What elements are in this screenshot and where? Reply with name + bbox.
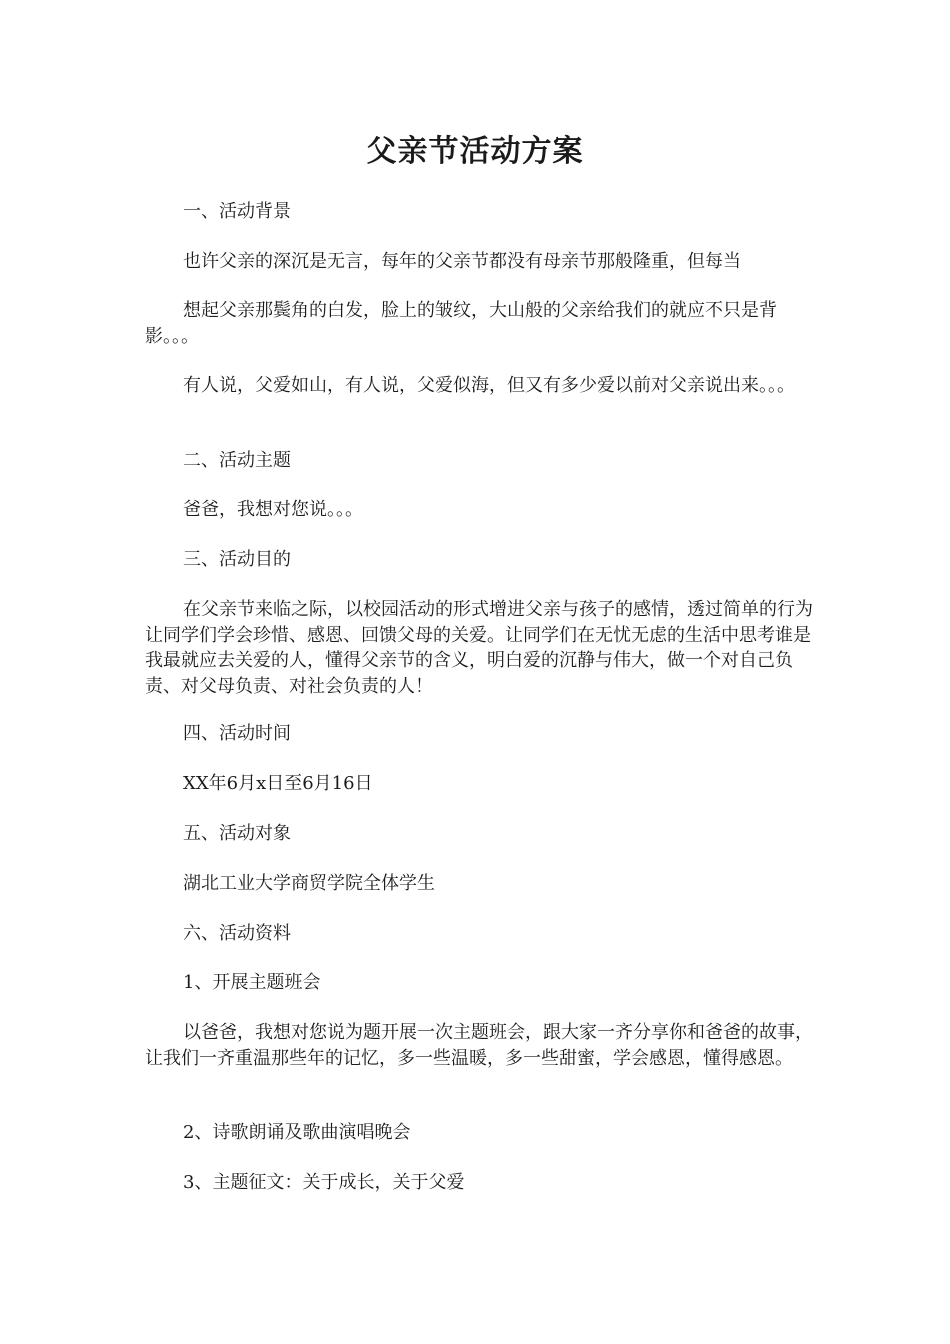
paragraph-background-2: 想起父亲那鬓角的白发，脸上的皱纹，大山般的父亲给我们的就应不只是背影。。。 xyxy=(145,300,777,347)
paragraph-theme: 爸爸，我想对您说。。。 xyxy=(183,499,363,520)
paragraph-purpose: 在父亲节来临之际，以校园活动的形式增进父亲与孩子的感情，透过简单的行为让同学们学会珍惜、感恩、回馈父母的关爱。让同学们在无忧无虑的生活中思考谁是我最就应去关爱的人，懂得父亲节的含义，明白爱的沉静与伟大，做一个对自己负责、对父母负责、对社会负责的人！ xyxy=(145,599,813,697)
document-title: 父亲节活动方案 xyxy=(366,134,584,169)
section-heading-purpose: 三、活动目的 xyxy=(183,549,291,570)
paragraph-time: XX年6月x日至6月16日 xyxy=(183,773,373,794)
section-heading-time: 四、活动时间 xyxy=(183,723,291,744)
list-item-class-meeting: 1、开展主题班会 xyxy=(183,972,321,993)
section-heading-content: 六、活动资料 xyxy=(183,923,291,944)
section-heading-background: 一、活动背景 xyxy=(183,201,291,222)
paragraph-class-meeting: 以爸爸，我想对您说为题开展一次主题班会，跟大家一齐分享你和爸爸的故事，让我们一齐重温那些年的记忆，多一些温暖，多一些甜蜜，学会感恩，懂得感恩。 xyxy=(145,1022,813,1069)
paragraph-background-1: 也许父亲的深沉是无言，每年的父亲节都没有母亲节那般隆重，但每当 xyxy=(183,251,741,272)
list-item-poetry-evening: 2、诗歌朗诵及歌曲演唱晚会 xyxy=(183,1122,411,1143)
section-heading-audience: 五、活动对象 xyxy=(183,823,291,844)
paragraph-background-3: 有人说，父爱如山，有人说，父爱似海，但又有多少爱以前对父亲说出来。。。 xyxy=(183,375,795,396)
paragraph-audience: 湖北工业大学商贸学院全体学生 xyxy=(183,873,435,894)
list-item-essay-contest: 3、主题征文：关于成长，关于父爱 xyxy=(183,1172,465,1193)
section-heading-theme: 二、活动主题 xyxy=(183,450,291,471)
